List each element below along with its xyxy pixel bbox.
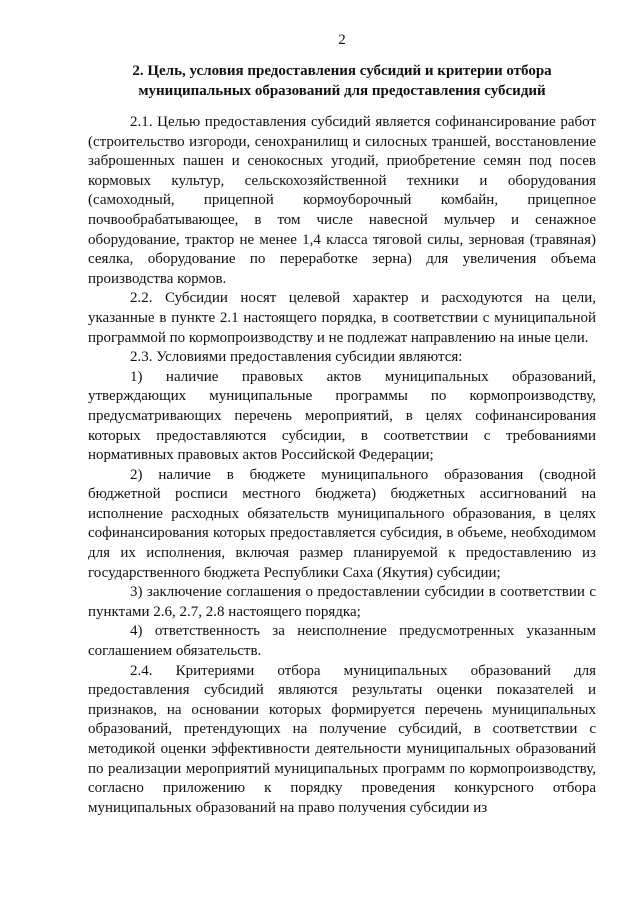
- section-heading-line-2: муниципальных образований для предоставления субсидий: [138, 82, 546, 99]
- paragraph-2-1: 2.1. Целью предоставления субсидий является софинансирование работ (строительство изгороди, сенохранилищ и силосных траншей, восстановление заброшенных пашен и сенокосных угодий, приобретение семян под посев кормовых культур, сельскохозяйственной техники и оборудования (самоходный, прицепной кормоуборочный комбайн, прицепное почвообрабатывающее, в том числе навесной мульчер и сенажное оборудование, трактор не менее 1,4 класса тяговой силы, зерновая (травяная) сеялка, оборудование по переработке зерна) для увеличения объема производства кормов.: [88, 114, 596, 287]
- document-body: [88, 113, 596, 818]
- section-heading-line-1: 2. Цель, условия предоставления субсидий и критерии отбора: [132, 63, 552, 79]
- list-item-3: 3) заключение соглашения о предоставлении субсидии в соответствии с пунктами 2.6, 2.7, 2.8 настоящего порядка;: [88, 584, 596, 620]
- list-item-2: 2) наличие в бюджете муниципального образования (сводной бюджетной росписи местного бюджета) бюджетных ассигнований на исполнение расходных обязательств муниципального образования, в целях софинансирования которых предоставляется субсидия, в объеме, необходимом для их исполнения, включая размер планируемой к предоставлению из государственного бюджета Республики Саха (Якутия) субсидии;: [88, 466, 596, 581]
- paragraph-2-2: 2.2. Субсидии носят целевой характер и расходуются на цели, указанные в пункте 2.1 настоящего порядка, в соответствии с муниципальной программой по кормопроизводству и не подлежат направлению на иные цели.: [88, 290, 596, 346]
- section-heading: [88, 62, 596, 101]
- list-item-4: 4) ответственность за неисполнение предусмотренных указанным соглашением обязательств.: [88, 623, 596, 660]
- paragraph-2-3: 2.3. Условиями предоставления субсидии являются:: [130, 349, 463, 366]
- document-page: [88, 30, 596, 818]
- list-item-1: 1) наличие правовых актов муниципальных образований, утверждающих муниципальные программы по кормопроизводству, предусматривающих перечень мероприятий, в целях софинансирования которых предоставляются субсидии, в соответствии с требованиями нормативных правовых актов Российской Федерации;: [88, 368, 596, 464]
- paragraph-2-4: 2.4. Критериями отбора муниципальных образований для предоставления субсидий являются результаты оценки показателей и признаков, на основании которых формируется перечень муниципальных образований, претендующих на получение субсидий, в соответствии с методикой оценки эффективности деятельности муниципальных образований по реализации мероприятий муниципальных программ по кормопроизводству, согласно приложению к порядку проведения конкурсного отбора муниципальных образований на право получения субсидии из: [88, 662, 596, 816]
- page-number: 2: [338, 32, 346, 48]
